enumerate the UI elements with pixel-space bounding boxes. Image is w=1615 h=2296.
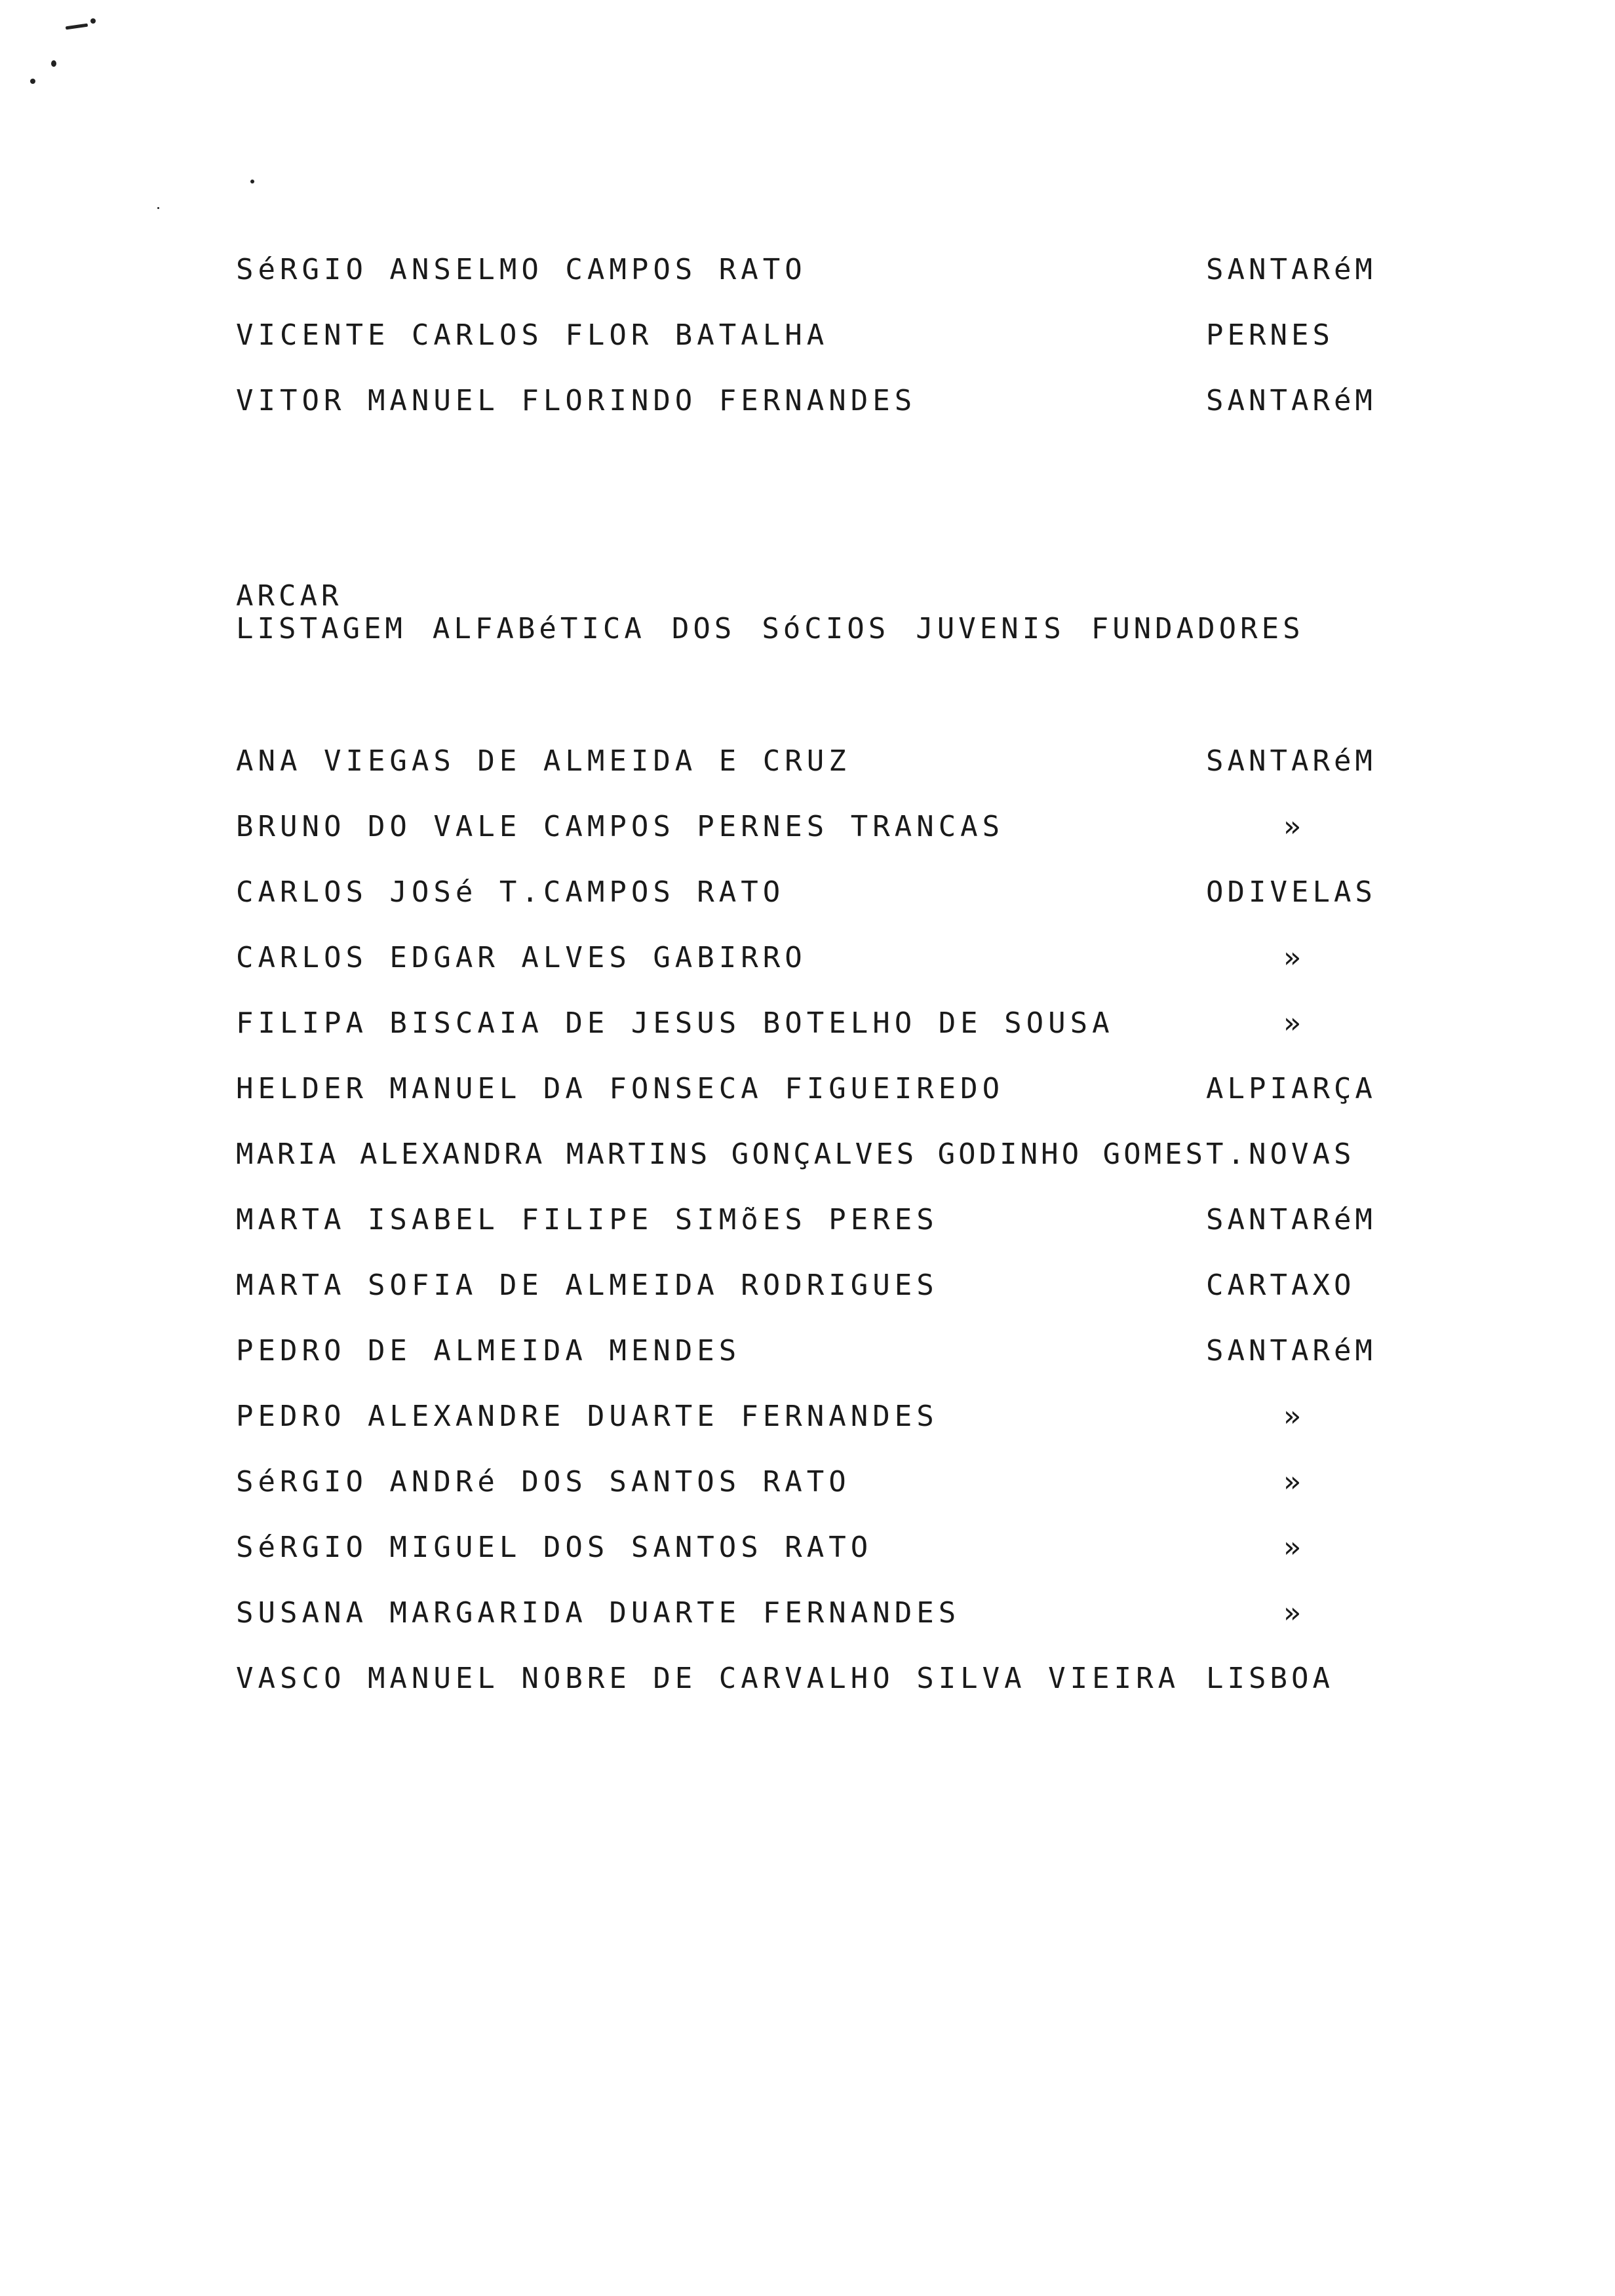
page-title: [236, 612, 1304, 646]
list-item: [0, 1659, 1615, 1698]
member-name: HELDER MANUEL DA FONSECA FIGUEIREDO: [236, 1072, 1005, 1105]
title-word: ALFABéTICA: [432, 612, 646, 645]
scan-speck: [250, 180, 254, 183]
member-location: ODIVELAS: [1206, 875, 1376, 909]
list-item: [0, 316, 1615, 355]
member-name: SéRGIO ANDRé DOS SANTOS RATO: [236, 1465, 851, 1499]
list-item: [0, 938, 1615, 978]
scan-speck: [66, 24, 88, 30]
member-name: SUSANA MARGARIDA DUARTE FERNANDES: [236, 1596, 961, 1630]
member-name: FILIPA BISCAIA DE JESUS BOTELHO DE SOUSA: [236, 1006, 1114, 1040]
member-name: ANA VIEGAS DE ALMEIDA E CRUZ: [236, 744, 851, 778]
member-location: T.NOVAS: [1206, 1138, 1355, 1171]
member-location: ALPIARÇA: [1206, 1072, 1376, 1105]
ditto-mark: »: [1283, 1531, 1301, 1564]
list-item: [0, 742, 1615, 781]
organization-name: [236, 579, 342, 613]
member-location: SANTARéM: [1206, 744, 1376, 778]
list-item: [0, 1331, 1615, 1371]
member-name: VITOR MANUEL FLORINDO FERNANDES: [236, 384, 917, 417]
member-location: LISBOA: [1206, 1662, 1334, 1695]
member-location: PERNES: [1206, 318, 1334, 352]
member-name: PEDRO DE ALMEIDA MENDES: [236, 1334, 741, 1368]
organization-label: ARCAR: [236, 579, 343, 613]
title-word: LISTAGEM: [236, 612, 406, 645]
member-location: SANTARéM: [1206, 253, 1376, 286]
member-location: SANTARéM: [1206, 384, 1376, 417]
member-name: VASCO MANUEL NOBRE DE CARVALHO SILVA VIEIRA: [236, 1662, 1180, 1695]
member-name: BRUNO DO VALE CAMPOS PERNES TRANCAS: [236, 810, 1005, 843]
list-item: [0, 1069, 1615, 1109]
ditto-mark: »: [1283, 1006, 1301, 1040]
list-item: [0, 250, 1615, 290]
member-location: CARTAXO: [1206, 1269, 1355, 1302]
member-name: PEDRO ALEXANDRE DUARTE FERNANDES: [236, 1400, 939, 1433]
list-item: [0, 1266, 1615, 1305]
list-item: [0, 1397, 1615, 1436]
ditto-mark: »: [1283, 810, 1301, 843]
list-item: [0, 1594, 1615, 1633]
member-name: SéRGIO ANSELMO CAMPOS RATO: [236, 253, 807, 286]
member-name: VICENTE CARLOS FLOR BATALHA: [236, 318, 829, 352]
scan-speck: [30, 79, 35, 84]
member-name: CARLOS EDGAR ALVES GABIRRO: [236, 941, 807, 974]
title-word: DOS: [671, 612, 736, 645]
list-item: [0, 1463, 1615, 1502]
member-name: MARIA ALEXANDRA MARTINS GONÇALVES GODINHO GOMES: [236, 1138, 1207, 1171]
scan-speck: [157, 207, 159, 209]
scan-speck: [90, 18, 96, 24]
member-location: SANTARéM: [1206, 1334, 1376, 1368]
member-name: MARTA ISABEL FILIPE SIMõES PERES: [236, 1203, 939, 1236]
list-item: [0, 1004, 1615, 1043]
title-word: SóCIOS: [762, 612, 890, 645]
list-item: [0, 807, 1615, 847]
title-word: FUNDADORES: [1091, 612, 1304, 645]
list-item: [0, 1528, 1615, 1567]
list-item: [0, 381, 1615, 421]
title-word: JUVENIS: [916, 612, 1065, 645]
member-location: SANTARéM: [1206, 1203, 1376, 1236]
ditto-mark: »: [1283, 941, 1301, 974]
ditto-mark: »: [1283, 1400, 1301, 1433]
list-item: [0, 1200, 1615, 1240]
list-item: [0, 873, 1615, 912]
list-item: [0, 1135, 1615, 1174]
member-name: CARLOS JOSé T.CAMPOS RATO: [236, 875, 785, 909]
ditto-mark: »: [1283, 1465, 1301, 1499]
ditto-mark: »: [1283, 1596, 1301, 1630]
member-name: SéRGIO MIGUEL DOS SANTOS RATO: [236, 1531, 873, 1564]
scan-speck: [51, 60, 56, 67]
member-name: MARTA SOFIA DE ALMEIDA RODRIGUES: [236, 1269, 939, 1302]
